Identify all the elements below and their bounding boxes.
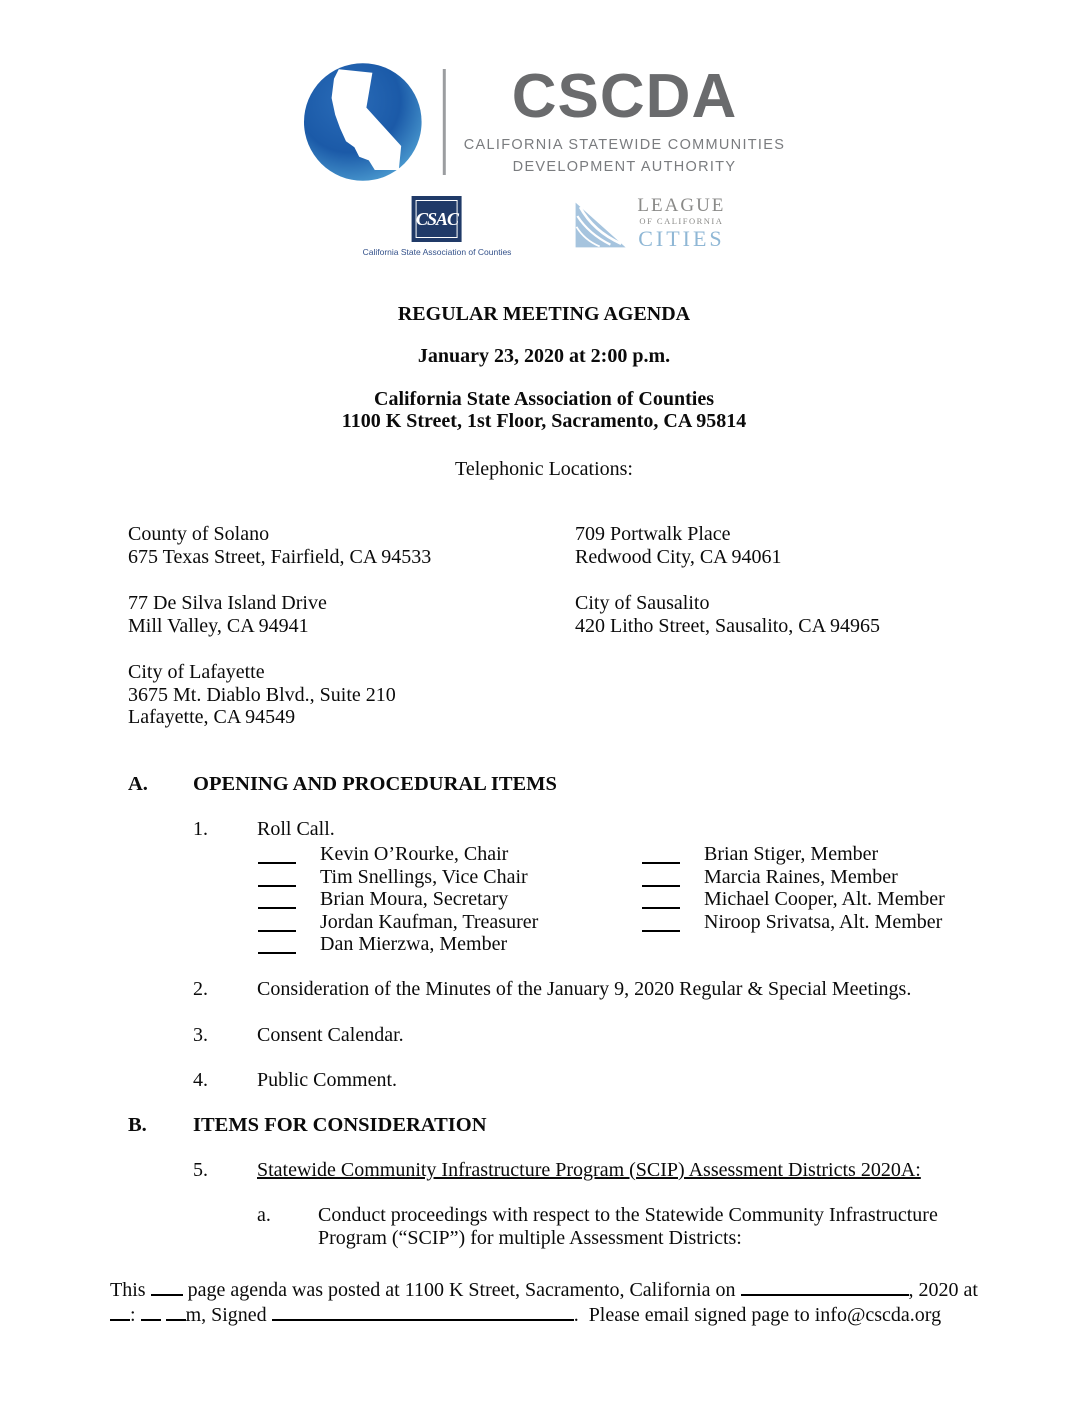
- roll-call-name: Michael Cooper, Alt. Member: [704, 888, 945, 911]
- agenda-item-1: [193, 818, 967, 841]
- logo-subtitle-line2: DEVELOPMENT AUTHORITY: [512, 158, 737, 175]
- league-line1: LEAGUE: [637, 195, 726, 216]
- roll-call-entry: [642, 909, 945, 931]
- section-a-heading: [128, 773, 557, 796]
- logo-subtitle-line1: CALIFORNIA STATEWIDE COMMUNITIES: [463, 137, 786, 154]
- location-line: 709 Portwalk Place: [575, 523, 731, 545]
- section-title: ITEMS FOR CONSIDERATION: [193, 1114, 487, 1136]
- section-title: OPENING AND PROCEDURAL ITEMS: [193, 773, 557, 795]
- roll-call-entry: [642, 842, 945, 864]
- roll-call-blank: [642, 846, 680, 864]
- roll-call-name: Tim Snellings, Vice Chair: [320, 865, 528, 888]
- roll-call-blank: [642, 869, 680, 887]
- footer-text: . Please email signed page to info@cscda.org: [573, 1304, 942, 1326]
- item-number: 4.: [193, 1069, 208, 1091]
- roll-call-name: Brian Stiger, Member: [704, 843, 879, 866]
- roll-call-entry: [258, 887, 538, 909]
- minute-blank: [141, 1305, 161, 1321]
- roll-call-entry: [642, 887, 945, 909]
- csac-logo: [363, 196, 512, 257]
- telephonic-locations-left-column: [128, 523, 431, 753]
- signature-blank: [272, 1305, 574, 1321]
- venue-address: 1100 K Street, 1st Floor, Sacramento, CA 95814: [341, 410, 747, 432]
- league-text: [637, 196, 725, 250]
- roll-call-name: Niroop Srivatsa, Alt. Member: [704, 910, 943, 933]
- roll-call-entry: [258, 909, 538, 931]
- cscda-logo: [303, 62, 785, 182]
- roll-call-entry: [642, 864, 945, 886]
- section-letter: B.: [128, 1114, 147, 1136]
- item-text: Statewide Community Infrastructure Program (SCIP) Assessment Districts 2020A:: [257, 1159, 921, 1181]
- roll-call-right-column: [642, 842, 945, 932]
- roll-call-blank: [258, 846, 296, 864]
- roll-call-blank: [642, 891, 680, 909]
- roll-call-name: Kevin O’Rourke, Chair: [320, 843, 509, 866]
- agenda-item-5: [193, 1159, 967, 1182]
- location-line: Lafayette, CA 94549: [128, 706, 296, 728]
- logo-divider: [443, 69, 446, 175]
- location-redwood-city: [575, 523, 880, 568]
- roll-call-blank: [258, 891, 296, 909]
- footer-text: This: [110, 1279, 146, 1301]
- agenda-item-3: [193, 1024, 967, 1047]
- roll-call-entry: [258, 932, 538, 954]
- ampm-blank: [166, 1305, 186, 1321]
- posting-date-blank: [741, 1280, 909, 1296]
- footer-text: m, Signed: [185, 1304, 267, 1326]
- page-count-blank: [151, 1280, 183, 1296]
- item-text: Consideration of the Minutes of the January 9, 2020 Regular & Special Meetings.: [257, 978, 912, 1000]
- california-globe-icon: [303, 62, 423, 182]
- subitem-letter: a.: [257, 1204, 271, 1226]
- location-mill-valley: [128, 592, 431, 637]
- location-line: County of Solano: [128, 523, 270, 545]
- location-sausalito: [575, 592, 880, 637]
- roll-call-entry: [258, 864, 538, 886]
- location-line: 420 Litho Street, Sausalito, CA 94965: [575, 614, 880, 637]
- section-letter: A.: [128, 773, 148, 795]
- telephonic-heading: Telephonic Locations:: [455, 458, 633, 480]
- csac-square-icon: [412, 196, 462, 242]
- item-number: 2.: [193, 978, 208, 1000]
- item-text: Consent Calendar.: [257, 1024, 404, 1046]
- location-line: 3675 Mt. Diablo Blvd., Suite 210: [128, 683, 396, 706]
- logo-acronym: CSCDA: [511, 62, 738, 132]
- location-line: Mill Valley, CA 94941: [128, 614, 309, 637]
- subitem-text: Conduct proceedings with respect to the Statewide Community Infrastructure Program (“SCIP”) for multiple Assessment Districts:: [318, 1204, 938, 1249]
- agenda-item-2: [193, 978, 967, 1001]
- venue-name: California State Association of Counties: [374, 388, 714, 410]
- roll-call-blank: [258, 869, 296, 887]
- roll-call-name: Dan Mierzwa, Member: [320, 932, 508, 955]
- roll-call-blank: [258, 936, 296, 954]
- footer-text: :: [130, 1304, 136, 1326]
- csac-acronym: CSAC: [415, 208, 459, 229]
- document-title: REGULAR MEETING AGENDA: [397, 303, 691, 325]
- league-line2: OF CALIFORNIA: [639, 216, 724, 226]
- telephonic-locations-right-column: [575, 523, 880, 661]
- item-text: Public Comment.: [257, 1069, 397, 1091]
- item-number: 5.: [193, 1159, 208, 1181]
- location-lafayette: [128, 661, 431, 729]
- roll-call-name: Brian Moura, Secretary: [320, 888, 509, 911]
- roll-call-blank: [642, 914, 680, 932]
- league-sail-icon: [571, 200, 629, 250]
- logo-text: [463, 62, 786, 177]
- location-line: Redwood City, CA 94061: [575, 545, 782, 568]
- item-number: 3.: [193, 1024, 208, 1046]
- item-text: Roll Call.: [257, 818, 335, 840]
- league-of-california-cities-logo: [571, 196, 725, 250]
- roll-call-name: Jordan Kaufman, Treasurer: [320, 910, 539, 933]
- agenda-item-5a: [257, 1204, 966, 1250]
- partner-logos: [363, 196, 726, 257]
- footer-line-2: [110, 1303, 1000, 1327]
- item-number: 1.: [193, 818, 208, 840]
- location-solano: [128, 523, 431, 568]
- league-line3: CITIES: [638, 225, 725, 251]
- roll-call-name: Marcia Raines, Member: [704, 865, 898, 888]
- footer-text: , 2020 at: [908, 1279, 978, 1301]
- roll-call-left-column: [258, 842, 538, 954]
- location-line: City of Lafayette: [128, 661, 265, 683]
- roll-call-blank: [258, 914, 296, 932]
- agenda-item-4: [193, 1069, 967, 1092]
- location-line: City of Sausalito: [575, 592, 710, 614]
- section-b-heading: [128, 1114, 487, 1137]
- footer-line-1: [110, 1278, 1000, 1302]
- csac-caption: California State Association of Counties: [362, 247, 512, 257]
- location-line: 77 De Silva Island Drive: [128, 592, 327, 614]
- footer-text: page agenda was posted at 1100 K Street, Sacramento, California on: [187, 1279, 736, 1301]
- hour-blank: [110, 1305, 130, 1321]
- roll-call-entry: [258, 842, 538, 864]
- meeting-datetime: January 23, 2020 at 2:00 p.m.: [417, 345, 671, 367]
- location-line: 675 Texas Street, Fairfield, CA 94533: [128, 545, 432, 568]
